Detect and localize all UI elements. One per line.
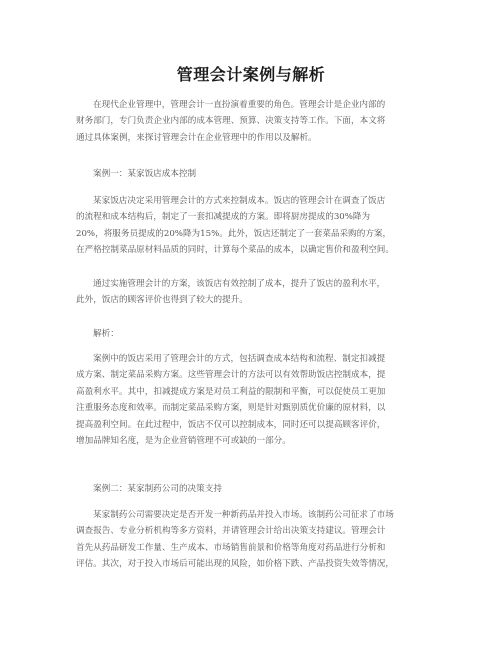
text-line: 增加品牌知名度，是为企业营销管理不可或缺的一部分。 [76, 436, 291, 447]
case1-result-paragraph [76, 276, 432, 309]
text-line: 的流程和成本结构后，制定了一套扣减提成的方案。即将厨房提成的30%降为 [76, 212, 371, 223]
text-line: 某家饭店决定采用管理会计的方式来控制成本。饭店的管理会计在调查了饭店 [93, 196, 386, 206]
text-line: 提高盈利空间。在此过程中，饭店不仅可以控制成本，同时还可以提高顾客评价， [76, 419, 386, 430]
text-line: 通过实施管理会计的方案，该饭店有效控制了成本，提升了饭店的盈利水平， [93, 279, 386, 289]
text-line: 调查报告、专业分析机构等多方资料，并请管理会计给出决策支持建议。管理会计 [76, 526, 386, 537]
text-line: 高盈利水平。其中，扣减提成方案是对员工利益的限制和平衡，可以促使员工更加 [76, 386, 386, 397]
text-line: 此外，饭店的顾客评价也得到了较大的提升。 [76, 295, 248, 306]
case1-heading: 案例一：某家饭店成本控制 [93, 169, 197, 179]
intro-paragraph [76, 97, 432, 146]
text-line: 某家制药公司需要决定是否开发一种新药品并投入市场。该制药公司征求了市场 [93, 510, 394, 520]
analysis-heading: 解析： [93, 329, 119, 339]
text-line: 注重服务态度和效率。而制定菜品采购方案，则是针对甄别质优价廉的原材料，以 [76, 403, 386, 414]
text-line: 首先从药品研发工作量、生产成本、市场销售前景和价格等角度对药品进行分析和 [76, 542, 386, 553]
case2-paragraph [76, 507, 432, 573]
text-line: 在现代企业管理中，管理会计一直扮演着重要的角色。管理会计是企业内部的 [93, 100, 386, 110]
text-line: 财务部门，专门负责企业内部的成本管理、预算、决策支持等工作。下面，本文将 [76, 116, 386, 127]
analysis-paragraph [76, 351, 432, 449]
case1-paragraph [76, 193, 432, 259]
text-line: 通过具体案例，来探讨管理会计在企业管理中的作用以及解析。 [76, 132, 317, 143]
text-line: 成方案、制定菜品采购方案。这些管理会计的方法可以有效帮助饭店控制成本，提 [76, 370, 386, 381]
text-line: 20%，将服务员提成的20%降为15%。此外，饭店还制定了一套菜品采购的方案， [76, 228, 392, 239]
text-line: 在严格控制菜品原材料品质的同时，计算每个菜品的成本，以确定售价和盈利空间。 [76, 245, 394, 256]
text-line: 案例中的饭店采用了管理会计的方式，包括调查成本结构和流程、制定扣减提 [93, 354, 386, 364]
text-line: 评估。其次，对于投入市场后可能出现的风险，如价格下跌、产品投资失效等情况， [76, 559, 394, 570]
case2-heading: 案例二：某家制药公司的决策支持 [93, 484, 222, 494]
document-title: 管理会计案例与解析 [176, 65, 326, 84]
